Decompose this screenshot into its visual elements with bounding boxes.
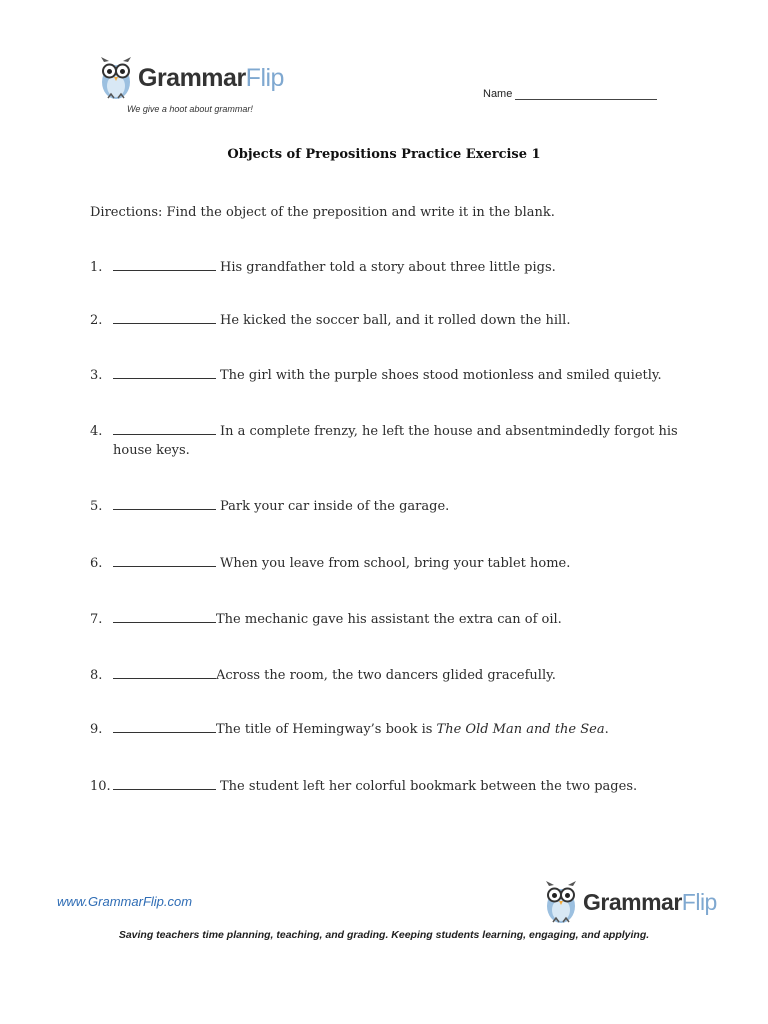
question-item: [90, 422, 690, 460]
brand-accent-text: Flip: [245, 63, 284, 92]
answer-blank: [113, 610, 216, 623]
answer-blank: [113, 422, 216, 435]
question-text: Park your car inside of the garage.: [220, 499, 450, 514]
answer-blank: [113, 311, 216, 324]
question-number: 8.: [90, 668, 103, 683]
answer-blank: [113, 720, 216, 733]
question-number: 7.: [90, 612, 103, 627]
question-number: 5.: [90, 499, 103, 514]
question-item: [90, 720, 690, 739]
question-text: The student left her colorful bookmark between the two pages.: [220, 779, 638, 794]
owl-icon: [98, 56, 134, 100]
question-number: 10.: [90, 779, 111, 794]
question-text: His grandfather told a story about three little pigs.: [220, 260, 556, 275]
question-item: [90, 497, 690, 516]
question-number: 9.: [90, 722, 103, 737]
answer-blank: [113, 497, 216, 510]
footer-brand-accent-text: Flip: [681, 888, 717, 915]
question-text: The title of Hemingway’s book is: [216, 722, 437, 737]
question-item: [90, 366, 690, 385]
question-item: [90, 554, 690, 573]
answer-blank: [113, 777, 216, 790]
question-item: [90, 666, 690, 685]
question-text: He kicked the soccer ball, and it rolled down the hill.: [220, 313, 571, 328]
answer-blank: [113, 666, 216, 679]
name-blank-line: [515, 89, 657, 100]
question-number: 2.: [90, 313, 103, 328]
worksheet-title: Objects of Prepositions Practice Exercise 1: [227, 147, 541, 162]
question-text: The girl with the purple shoes stood motionless and smiled quietly.: [220, 368, 662, 383]
name-label: Name: [483, 88, 513, 100]
question-text-continued: house keys.: [113, 443, 190, 458]
brand-tagline: We give a hoot about grammar!: [127, 104, 253, 114]
answer-blank: [113, 258, 216, 271]
question-number: 4.: [90, 424, 103, 439]
footer-brand-main-text: Grammar: [583, 888, 682, 915]
directions-text: Directions: Find the object of the preposition and write it in the blank.: [90, 205, 555, 220]
answer-blank: [113, 366, 216, 379]
question-number: 6.: [90, 556, 103, 571]
website-link[interactable]: www.GrammarFlip.com: [57, 894, 193, 909]
question-text: The mechanic gave his assistant the extra can of oil.: [216, 612, 562, 627]
footer-tagline: Saving teachers time planning, teaching, and grading. Keeping students learning, engaging, and applying.: [118, 929, 650, 941]
name-field: [483, 88, 657, 100]
question-item: [90, 311, 690, 330]
question-item: [90, 258, 690, 277]
question-text: When you leave from school, bring your tablet home.: [220, 556, 571, 571]
brand-wordmark: [138, 63, 284, 92]
footer-brand-wordmark: [583, 888, 717, 915]
footer-brand-logo: [543, 880, 717, 924]
question-item: [90, 610, 690, 629]
question-item: [90, 777, 690, 796]
book-title-text: The Old Man and the Sea: [436, 722, 605, 737]
brand-logo: [98, 56, 284, 100]
question-number: 3.: [90, 368, 103, 383]
answer-blank: [113, 554, 216, 567]
owl-icon: [543, 880, 579, 924]
question-text: Across the room, the two dancers glided gracefully.: [216, 668, 556, 683]
question-text-end: .: [604, 722, 609, 737]
question-text: In a complete frenzy, he left the house and absentmindedly forgot his: [220, 424, 678, 439]
question-number: 1.: [90, 260, 103, 275]
brand-main-text: Grammar: [138, 63, 246, 92]
